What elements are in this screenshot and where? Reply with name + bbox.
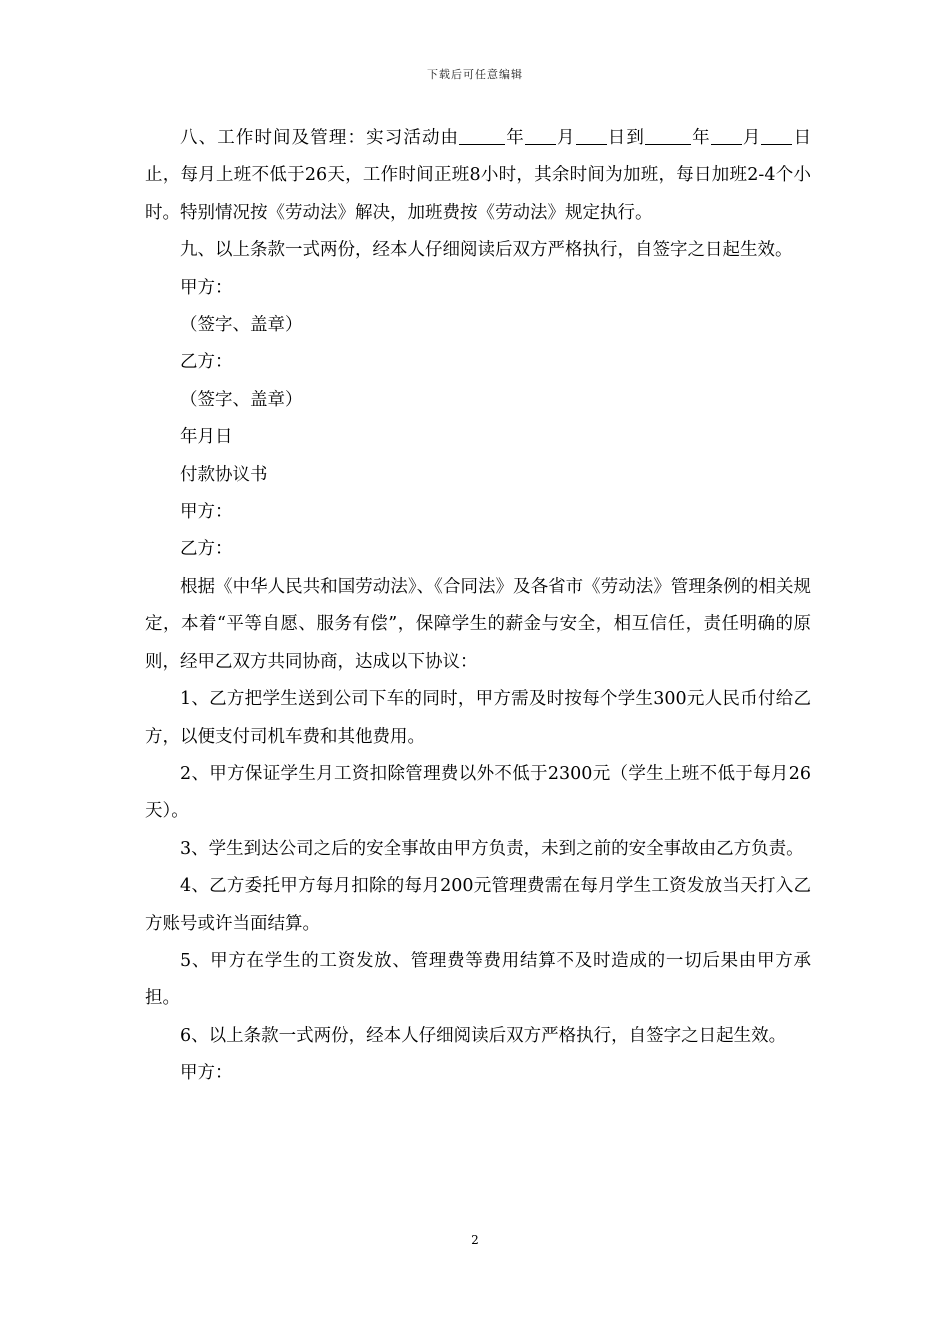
clause-5: 5、甲方在学生的工资发放、管理费等费用结算不及时造成的一切后果由甲方承担。 — [145, 950, 811, 1009]
party-a-label: 甲方： — [180, 277, 233, 298]
section-8-text-2: 年 — [505, 128, 525, 148]
blank-start-day — [576, 127, 607, 146]
document-body — [145, 120, 811, 1093]
party-a-label-2: 甲方： — [180, 502, 233, 523]
section-9-paragraph: 九、以上条款一式两份，经本人仔细阅读后双方严格执行，自签字之日起生效。 — [180, 240, 793, 261]
section-8-text-6: 月 — [741, 128, 762, 148]
clause-6: 6、以上条款一式两份，经本人仔细阅读后双方严格执行，自签字之日起生效。 — [180, 1025, 787, 1046]
date-line: 年月日 — [180, 427, 233, 448]
party-a-label-3: 甲方： — [180, 1063, 233, 1084]
section-8-text-1: 八、工作时间及管理：实习活动由 — [180, 128, 460, 148]
blank-end-day — [761, 127, 792, 146]
party-b-label: 乙方： — [180, 352, 233, 373]
intro-paragraph: 根据《中华人民共和国劳动法》、《合同法》及各省市《劳动法》管理条例的相关规定，本着“平等自愿、服务有偿”，保障学生的薪金与安全，相互信任，责任明确的原则，经甲乙双方共同协商，达成以下协议： — [145, 576, 811, 672]
header-note: 下载后可任意编辑 — [427, 68, 523, 81]
blank-end-month — [711, 127, 742, 146]
agreement-title: 付款协议书 — [180, 464, 268, 485]
clause-2: 2、甲方保证学生月工资扣除管理费以外不低于2300元（学生上班不低于每月26天）。 — [145, 763, 811, 822]
sign-seal-a: （签字、盖章） — [180, 315, 303, 336]
page-number: 2 — [471, 1233, 479, 1247]
section-8-text-4: 日到 — [606, 128, 645, 148]
blank-start-month — [525, 127, 556, 146]
section-8-text-3: 月 — [555, 128, 576, 148]
clause-4: 4、乙方委托甲方每月扣除的每月200元管理费需在每月学生工资发放当天打入乙方账号或许当面结算。 — [145, 876, 811, 934]
blank-start-year — [459, 127, 505, 146]
section-8-text-5: 年 — [690, 128, 711, 148]
blank-end-year — [645, 127, 691, 146]
clause-1: 1、乙方把学生送到公司下车的同时，甲方需及时按每个学生300元人民币付给乙方，以便支付司机车费和其他费用。 — [145, 689, 811, 747]
section-8-text-7: 日止，每月上班不低于26天，工作时间正班8小时，其余时间为加班，每日加班2-4个小时。特别情况按《劳动法》解决，加班费按《劳动法》规定执行。 — [145, 128, 812, 223]
party-b-label-2: 乙方： — [180, 539, 233, 560]
sign-seal-b: （签字、盖章） — [180, 389, 303, 410]
section-8-paragraph — [145, 120, 811, 232]
clause-3: 3、学生到达公司之后的安全事故由甲方负责，未到之前的安全事故由乙方负责。 — [180, 838, 804, 859]
